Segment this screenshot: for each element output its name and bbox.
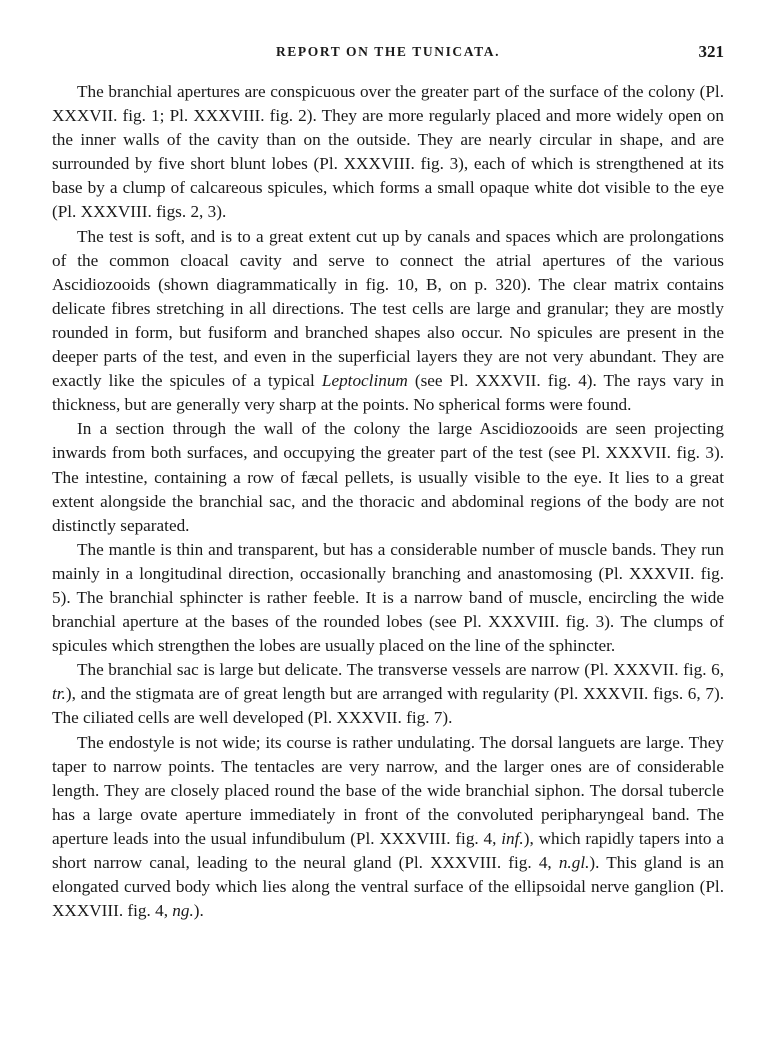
text-run: The branchial sac is large but delicate. The transverse vessels are narrow (Pl. XXXVII. fig. 6, bbox=[77, 660, 724, 680]
paragraph bbox=[52, 80, 724, 225]
running-title: REPORT ON THE TUNICATA. bbox=[275, 44, 501, 59]
body-text bbox=[52, 80, 724, 923]
text-run: The mantle is thin and transparent, but has a considerable number of muscle bands. They run mainly in a longitudinal direction, occasionally branching and anastomosing (Pl. XXXVII. fig. 5). The branchial sphincter is rather feeble. It is a narrow band of muscle, encircling the wide branchial aperture at the bases of the rounded lobes (see Pl. XXXVIII. fig. 3). The clumps of spicules which strengthen the lobes are usually placed on the line of the sphincter. bbox=[52, 539, 724, 656]
page-number: 321 bbox=[698, 42, 724, 61]
running-header bbox=[52, 44, 724, 66]
paragraph bbox=[52, 225, 724, 418]
text-run: (see Pl. XXXVII. fig. 4). The rays vary in thickness, but are generally very sharp at the points. No spherical forms were found. bbox=[52, 371, 724, 415]
figure-label-italic: n.gl. bbox=[558, 853, 590, 872]
figure-label-italic: ng. bbox=[172, 901, 194, 921]
paragraph bbox=[52, 417, 724, 537]
paragraph bbox=[52, 538, 724, 658]
text-run: The endostyle is not wide; its course is rather undulating. The dorsal languets are large. They taper to narrow points. The tentacles are very narrow, and the larger ones are of considerable length. They are closely placed round the base of the wide branchial siphon. The dorsal tubercle has a large ovate aperture immediately in front of the convoluted peripharyngeal band. The aperture leads into the usual infundibulum (Pl. XXXVIII. fig. 4, bbox=[52, 732, 724, 848]
text-run: The branchial apertures are conspicuous over the greater part of the surface of the colony (Pl. XXXVII. fig. 1; Pl. XXXVIII. fig. 2). They are more regularly placed and more widely open on the inner walls of the cavity than on the outside. They are nearly circular in shape, and are surrounded by five short blunt lobes (Pl. XXXVIII. fig. 3), each of which is strengthened at its base by a clump of calcareous spicules, which forms a small opaque white dot visible to the eye (Pl. XXXVIII. figs. 2, 3). bbox=[52, 82, 724, 222]
text-run: The test is soft, and is to a great extent cut up by canals and spaces which are prolongations of the common cloacal cavity and serve to connect the atrial apertures of the various Ascidiozooids (shown diagrammatically in fig. 10, B, on p. 320). The clear matrix contains delicate fibres stretching in all directions. The test cells are large and granular; they are mostly rounded in form, but fusiform and branched shapes also occur. No spicules are present in the deeper parts of the test, and even in the superficial layers they are not very abundant. They are exactly like the spicules of a typical bbox=[52, 226, 724, 391]
text-run: ), and the stigmata are of great length but are arranged with regularity (Pl. XXXVII. figs. 6, 7). The ciliated cells are well developed (Pl. XXXVII. fig. 7). bbox=[52, 684, 724, 728]
paragraph bbox=[52, 658, 724, 730]
text-run: In a section through the wall of the colony the large Ascidiozooids are seen projecting inwards from both surfaces, and occupying the greater part of the test (see Pl. XXXVII. fig. 3). The intestine, containing a row of fæcal pellets, is usually visible to the eye. It lies to a great extent alongside the branchial sac, and the thoracic and abdominal regions of the body are not distinctly separated. bbox=[52, 419, 724, 535]
text-run: ), which rapidly tapers into a short narrow canal, leading to the neural gland (Pl. XXXVIII. fig. 4, bbox=[52, 828, 724, 872]
figure-label-italic: inf. bbox=[501, 828, 524, 848]
text-run: ). bbox=[193, 901, 204, 921]
text-run: ). This gland is an elongated curved body which lies along the ventral surface of the ellipsoidal nerve ganglion (Pl. XXXVIII. fig. 4, bbox=[52, 853, 724, 921]
genus-name-italic: Leptoclinum bbox=[321, 371, 408, 391]
paragraph bbox=[52, 731, 724, 924]
figure-label-italic: tr. bbox=[52, 684, 66, 704]
